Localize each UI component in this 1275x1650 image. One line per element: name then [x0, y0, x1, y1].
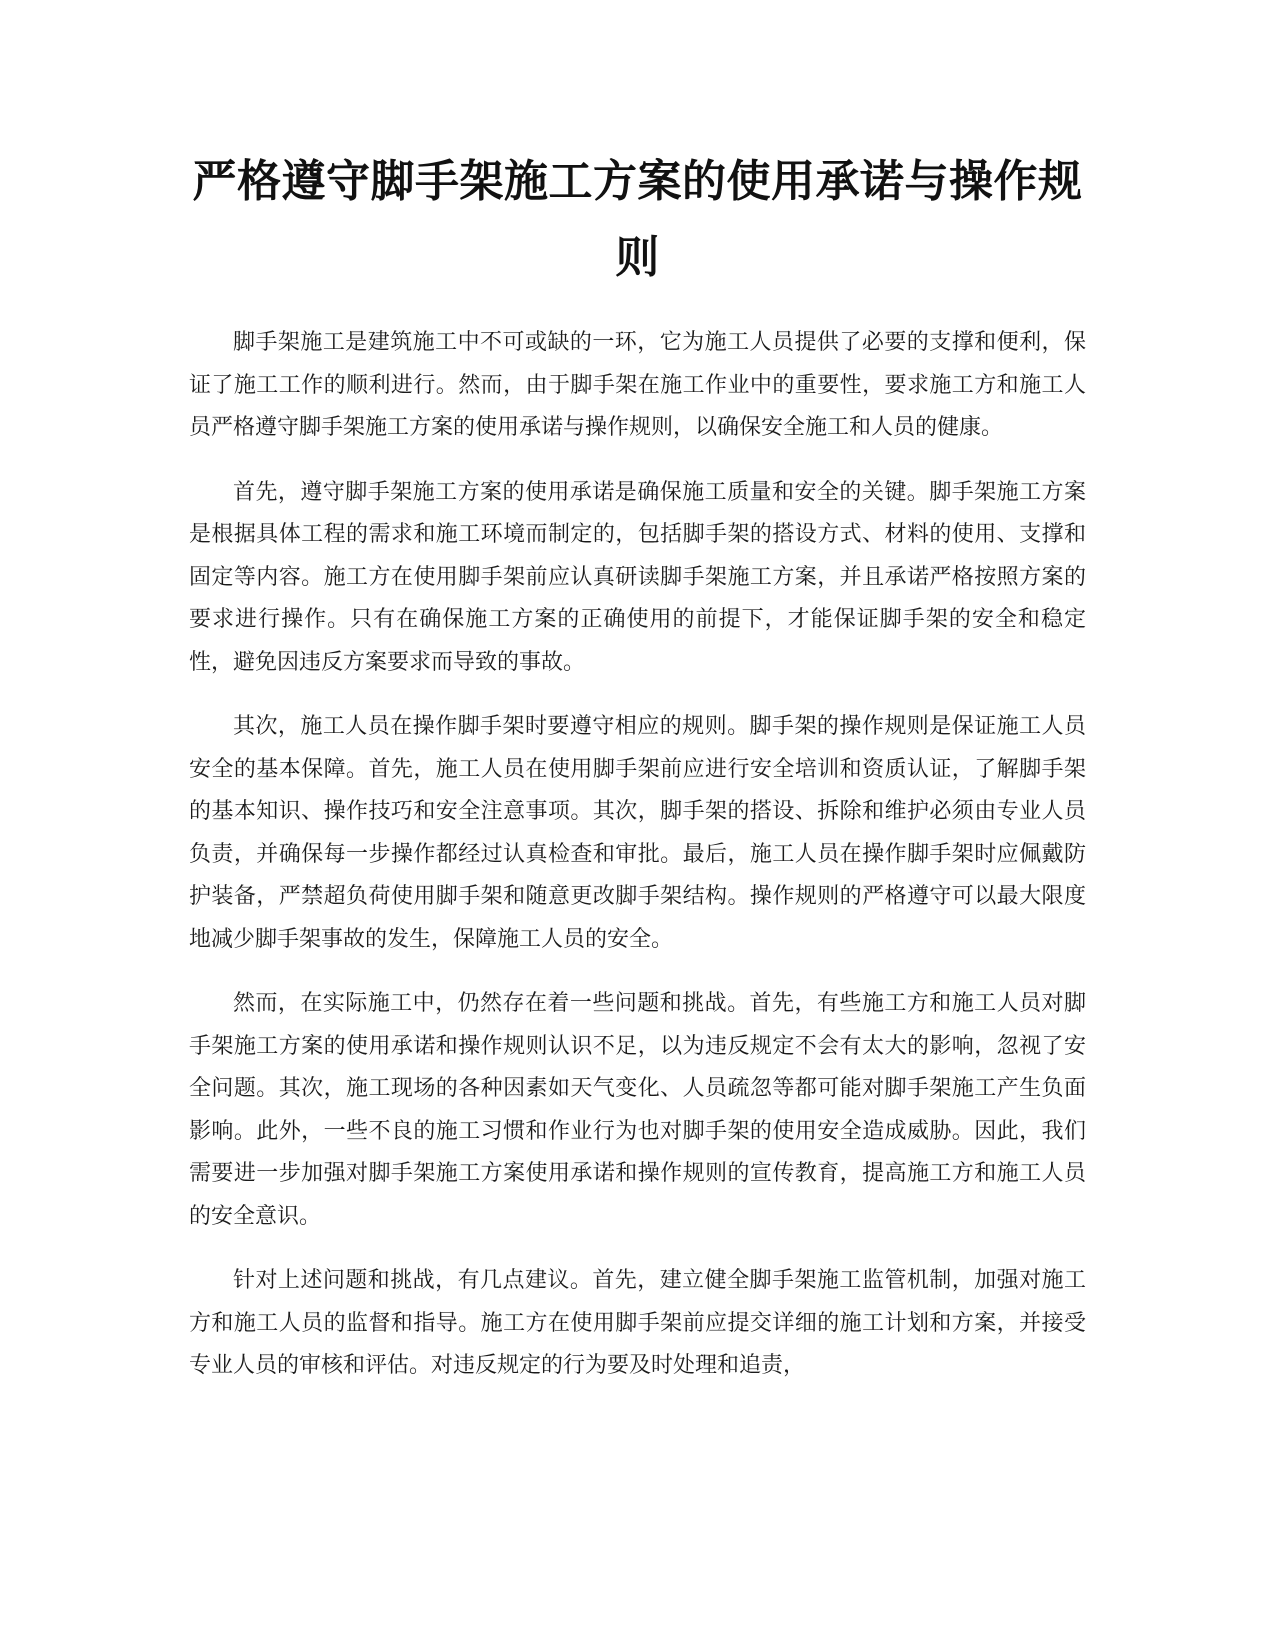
paragraph-commitment: 首先，遵守脚手架施工方案的使用承诺是确保施工质量和安全的关键。脚手架施工方案是根据具体工程的需求和施工环境而制定的，包括脚手架的搭设方式、材料的使用、支撑和固定等内容。施工方在使用脚手架前应认真研读脚手架施工方案，并且承诺严格按照方案的要求进行操作。只有在确保施工方案的正确使用的前提下，才能保证脚手架的安全和稳定性，避免因违反方案要求而导致的事故。 [189, 479, 1086, 675]
paragraph-operation-rules: 其次，施工人员在操作脚手架时要遵守相应的规则。脚手架的操作规则是保证施工人员安全的基本保障。首先，施工人员在使用脚手架前应进行安全培训和资质认证，了解脚手架的基本知识、操作技巧和安全注意事项。其次，脚手架的搭设、拆除和维护必须由专业人员负责，并确保每一步操作都经过认真检查和审批。最后，施工人员在操作脚手架时应佩戴防护装备，严禁超负荷使用脚手架和随意更改脚手架结构。操作规则的严格遵守可以最大限度地减少脚手架事故的发生，保障施工人员的安全。 [189, 714, 1086, 952]
document-title: 严格遵守脚手架施工方案的使用承诺与操作规则 [192, 156, 1083, 283]
paragraph-challenges: 然而，在实际施工中，仍然存在着一些问题和挑战。首先，有些施工方和施工人员对脚手架施工方案的使用承诺和操作规则认识不足，以为违反规定不会有太大的影响，忽视了安全问题。其次，施工现场的各种因素如天气变化、人员疏忽等都可能对脚手架施工产生负面影响。此外，一些不良的施工习惯和作业行为也对脚手架的使用安全造成威胁。因此，我们需要进一步加强对脚手架施工方案使用承诺和操作规则的宣传教育，提高施工方和施工人员的安全意识。 [189, 991, 1086, 1229]
document-body [189, 322, 1086, 1410]
paragraph-intro: 脚手架施工是建筑施工中不可或缺的一环，它为施工人员提供了必要的支撑和便利，保证了施工工作的顺利进行。然而，由于脚手架在施工作业中的重要性，要求施工方和施工人员严格遵守脚手架施工方案的使用承诺与操作规则，以确保安全施工和人员的健康。 [189, 330, 1086, 440]
paragraph-suggestions: 针对上述问题和挑战，有几点建议。首先，建立健全脚手架施工监管机制，加强对施工方和施工人员的监督和指导。施工方在使用脚手架前应提交详细的施工计划和方案，并接受专业人员的审核和评估。对违反规定的行为要及时处理和追责， [189, 1268, 1086, 1378]
